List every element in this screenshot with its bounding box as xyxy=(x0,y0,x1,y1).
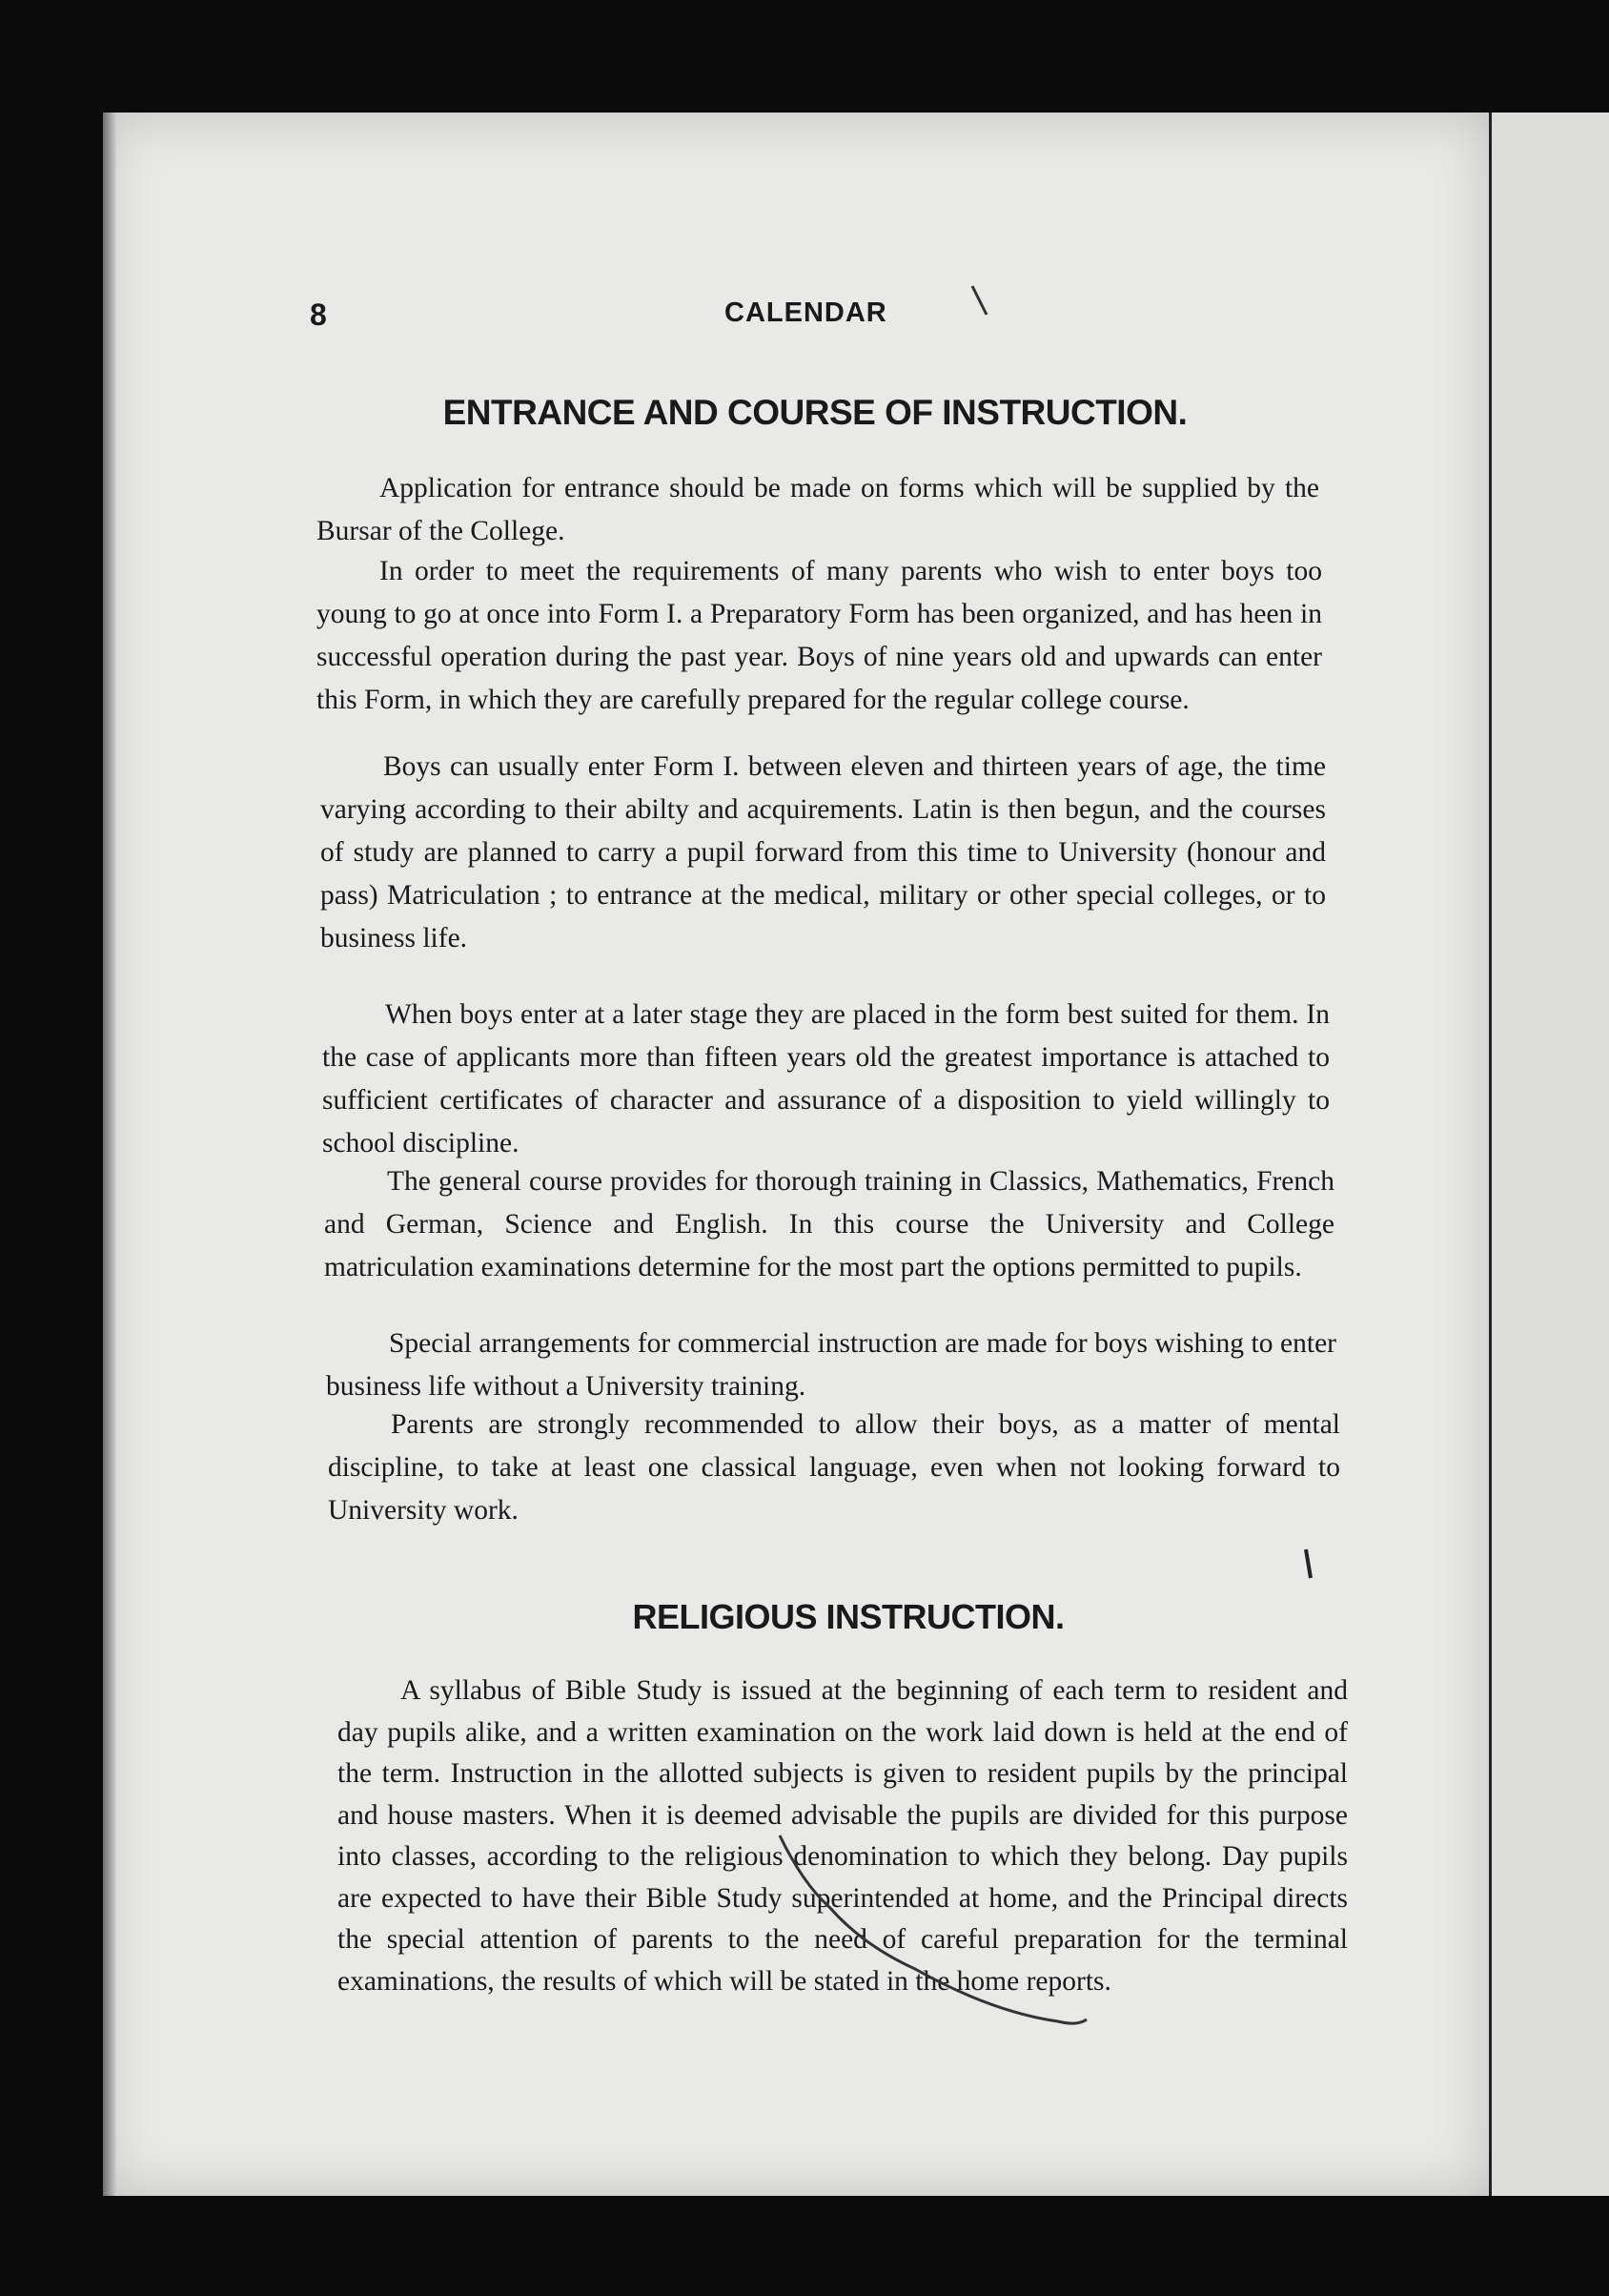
paragraph-application: Application for entrance should be made on forms which will be supplied by the Bursar of the College. xyxy=(316,473,1319,546)
paragraph-general-course: The general course provides for thorough training in Classics, Mathematics, French and German, Science and English. In this course the University and College matriculation examinations determine for the most part the options permitted to pupils. xyxy=(324,1166,1334,1282)
paragraph-preparatory-form: In order to meet the requirements of many parents who wish to enter boys too young to go at once into Form I. a Preparatory Form has been organized, and has heen in successful operation during the past year. Boys of nine years old and upwards can enter this Form, in which they are carefully prepared for the regular college course. xyxy=(316,556,1322,715)
paragraph-form-one-entry: Boys can usually enter Form I. between eleven and thirteen years of age, the time varying according to their abilty and acquirements. Latin is then begun, and the courses of study are planned to carry a pupil forward from this time to University (honour and pass) Matriculation ; to entrance at the medical, military or other special colleges, or to business life. xyxy=(320,751,1326,953)
paragraph-bible-study: A syllabus of Bible Study is issued at the beginning of each term to resident and day pupils alike, and a written examination on the work laid down is held at the end of the term. Instruction in the allotted subjects is given to resident pupils by the principal and house masters. When it is deemed advisable the pupils are divided for this purpose into classes, according to the religious denomination to which they belong. Day pupils are expected to have their Bible Study superintended at home, and the Principal directs the special attention of parents to the need of careful preparation for the terminal examinations, the results of which will be stated in the home reports. xyxy=(337,1675,1348,1997)
paragraph-later-stage: When boys enter at a later stage they are placed in the form best suited for them. In the case of applicants more than fifteen years old the greatest importance is attached to sufficient certificates of character and assurance of a disposition to yield willingly to school discipline. xyxy=(322,999,1330,1158)
section-title-entrance: ENTRANCE AND COURSE OF INSTRUCTION. xyxy=(442,393,1188,432)
paragraph-commercial: Special arrangements for commercial instruction are made for boys wishing to enter business life without a University training. xyxy=(326,1328,1336,1402)
running-head: CALENDAR xyxy=(724,297,887,328)
page-number: 8 xyxy=(310,297,327,332)
section-title-religious: RELIGIOUS INSTRUCTION. xyxy=(632,1597,1065,1636)
paragraph-classical-language: Parents are strongly recommended to allow their boys, as a matter of mental discipline, to take at least one classical language, even when not looking forward to University work. xyxy=(328,1409,1340,1526)
